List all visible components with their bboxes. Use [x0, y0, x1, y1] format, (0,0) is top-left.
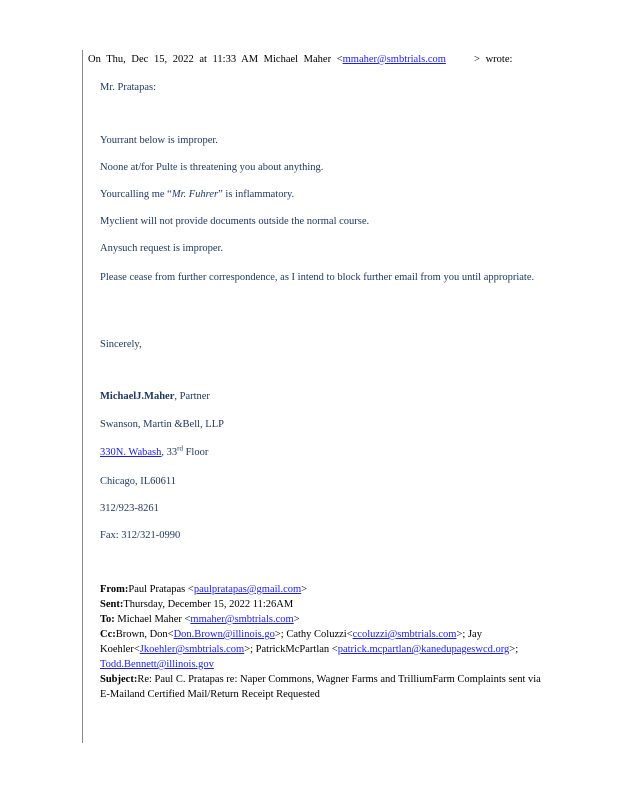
calling-quote: Mr. Fuhrer: [171, 189, 219, 200]
message-line-client: Myclient will not provide documents outside the normal course.: [100, 216, 370, 227]
reply-header: [88, 54, 512, 65]
closing: Sincerely,: [100, 339, 142, 350]
cc-row: [100, 627, 550, 672]
to-row: [100, 612, 550, 627]
signature-city: Chicago, IL60611: [100, 476, 177, 487]
from-name: Paul Pratapas <: [128, 584, 194, 595]
cc-text-3: >; Jay Koehler<: [100, 629, 482, 655]
cc-email-link-4[interactable]: patrick.mcpartlan@kanedupageswcd.org: [337, 644, 510, 655]
address-floor-sup: rd: [177, 444, 183, 453]
message-line-rant: Yourrant below is improper.: [100, 135, 218, 146]
signature-phone: 312/923-8261: [100, 503, 159, 514]
signature-fax: Fax: 312/321-0990: [100, 530, 181, 541]
from-end: >: [301, 584, 308, 595]
address-link[interactable]: 330N. Wabash: [100, 447, 162, 458]
cc-label: Cc:: [100, 629, 116, 640]
cc-text-5: >;: [509, 644, 519, 655]
cc-text-2: >; Cathy Coluzzi<: [274, 629, 353, 640]
sent-row: [100, 597, 550, 612]
cc-email-link-5[interactable]: Todd.Bennett@illinois.gov: [100, 659, 214, 670]
from-row: [100, 582, 550, 597]
signature-name: MichaelJ.Maher: [100, 391, 175, 402]
cc-email-link-3[interactable]: Jkoehler@smbtrials.com: [139, 644, 245, 655]
to-label: To:: [100, 614, 115, 625]
message-line-request: Anysuch request is improper.: [100, 243, 224, 254]
salutation: Mr. Pratapas:: [100, 82, 156, 93]
signature-title: , Partner: [174, 391, 210, 402]
signature-address: [100, 444, 209, 458]
sent-value: Thursday, December 15, 2022 11:26AM: [123, 599, 294, 610]
calling-prefix: Yourcalling me “: [100, 189, 172, 200]
to-email-link[interactable]: mmaher@smbtrials.com: [190, 614, 294, 625]
address-floor-pre: , 33: [161, 447, 178, 458]
subject-value: Re: Paul C. Pratapas re: Naper Commons, Wagner Farms and TrilliumFarm Complaints sent via E-Mailand Certified Mail/Return Receipt Requested: [100, 674, 541, 700]
from-email-link[interactable]: paulpratapas@gmail.com: [193, 584, 302, 595]
message-line-calling: [100, 189, 294, 200]
cc-email-link-2[interactable]: ccoluzzi@smbtrials.com: [352, 629, 457, 640]
from-label: From:: [100, 584, 129, 595]
subject-label: Subject:: [100, 674, 138, 685]
message-line-cease: Please cease from further correspondence, as I intend to block further email from you until appropriate.: [100, 272, 535, 283]
cc-text-1: Brown, Don<: [115, 629, 174, 640]
to-name: Michael Maher <: [114, 614, 191, 625]
sender-email-link[interactable]: mmaher@smbtrials.com: [342, 54, 446, 65]
sent-label: Sent:: [100, 599, 124, 610]
subject-row: [100, 672, 550, 702]
cc-text-4: >; PatrickMcPartlan <: [244, 644, 338, 655]
to-end: >: [293, 614, 300, 625]
reply-header-prefix: On Thu, Dec 15, 2022 at 11:33 AM Michael Maher <: [88, 54, 343, 65]
calling-suffix: ” is inflammatory.: [218, 189, 295, 200]
address-floor-post: Floor: [182, 447, 209, 458]
message-line-threat: Noone at/for Pulte is threatening you about anything.: [100, 162, 324, 173]
quote-bar: [82, 50, 83, 743]
forwarded-header: [100, 582, 550, 702]
reply-header-suffix: > wrote:: [474, 54, 513, 65]
signature-firm: Swanson, Martin &Bell, LLP: [100, 419, 224, 430]
cc-email-link-1[interactable]: Don.Brown@illinois.go: [173, 629, 275, 640]
signature-name-line: [100, 391, 210, 402]
